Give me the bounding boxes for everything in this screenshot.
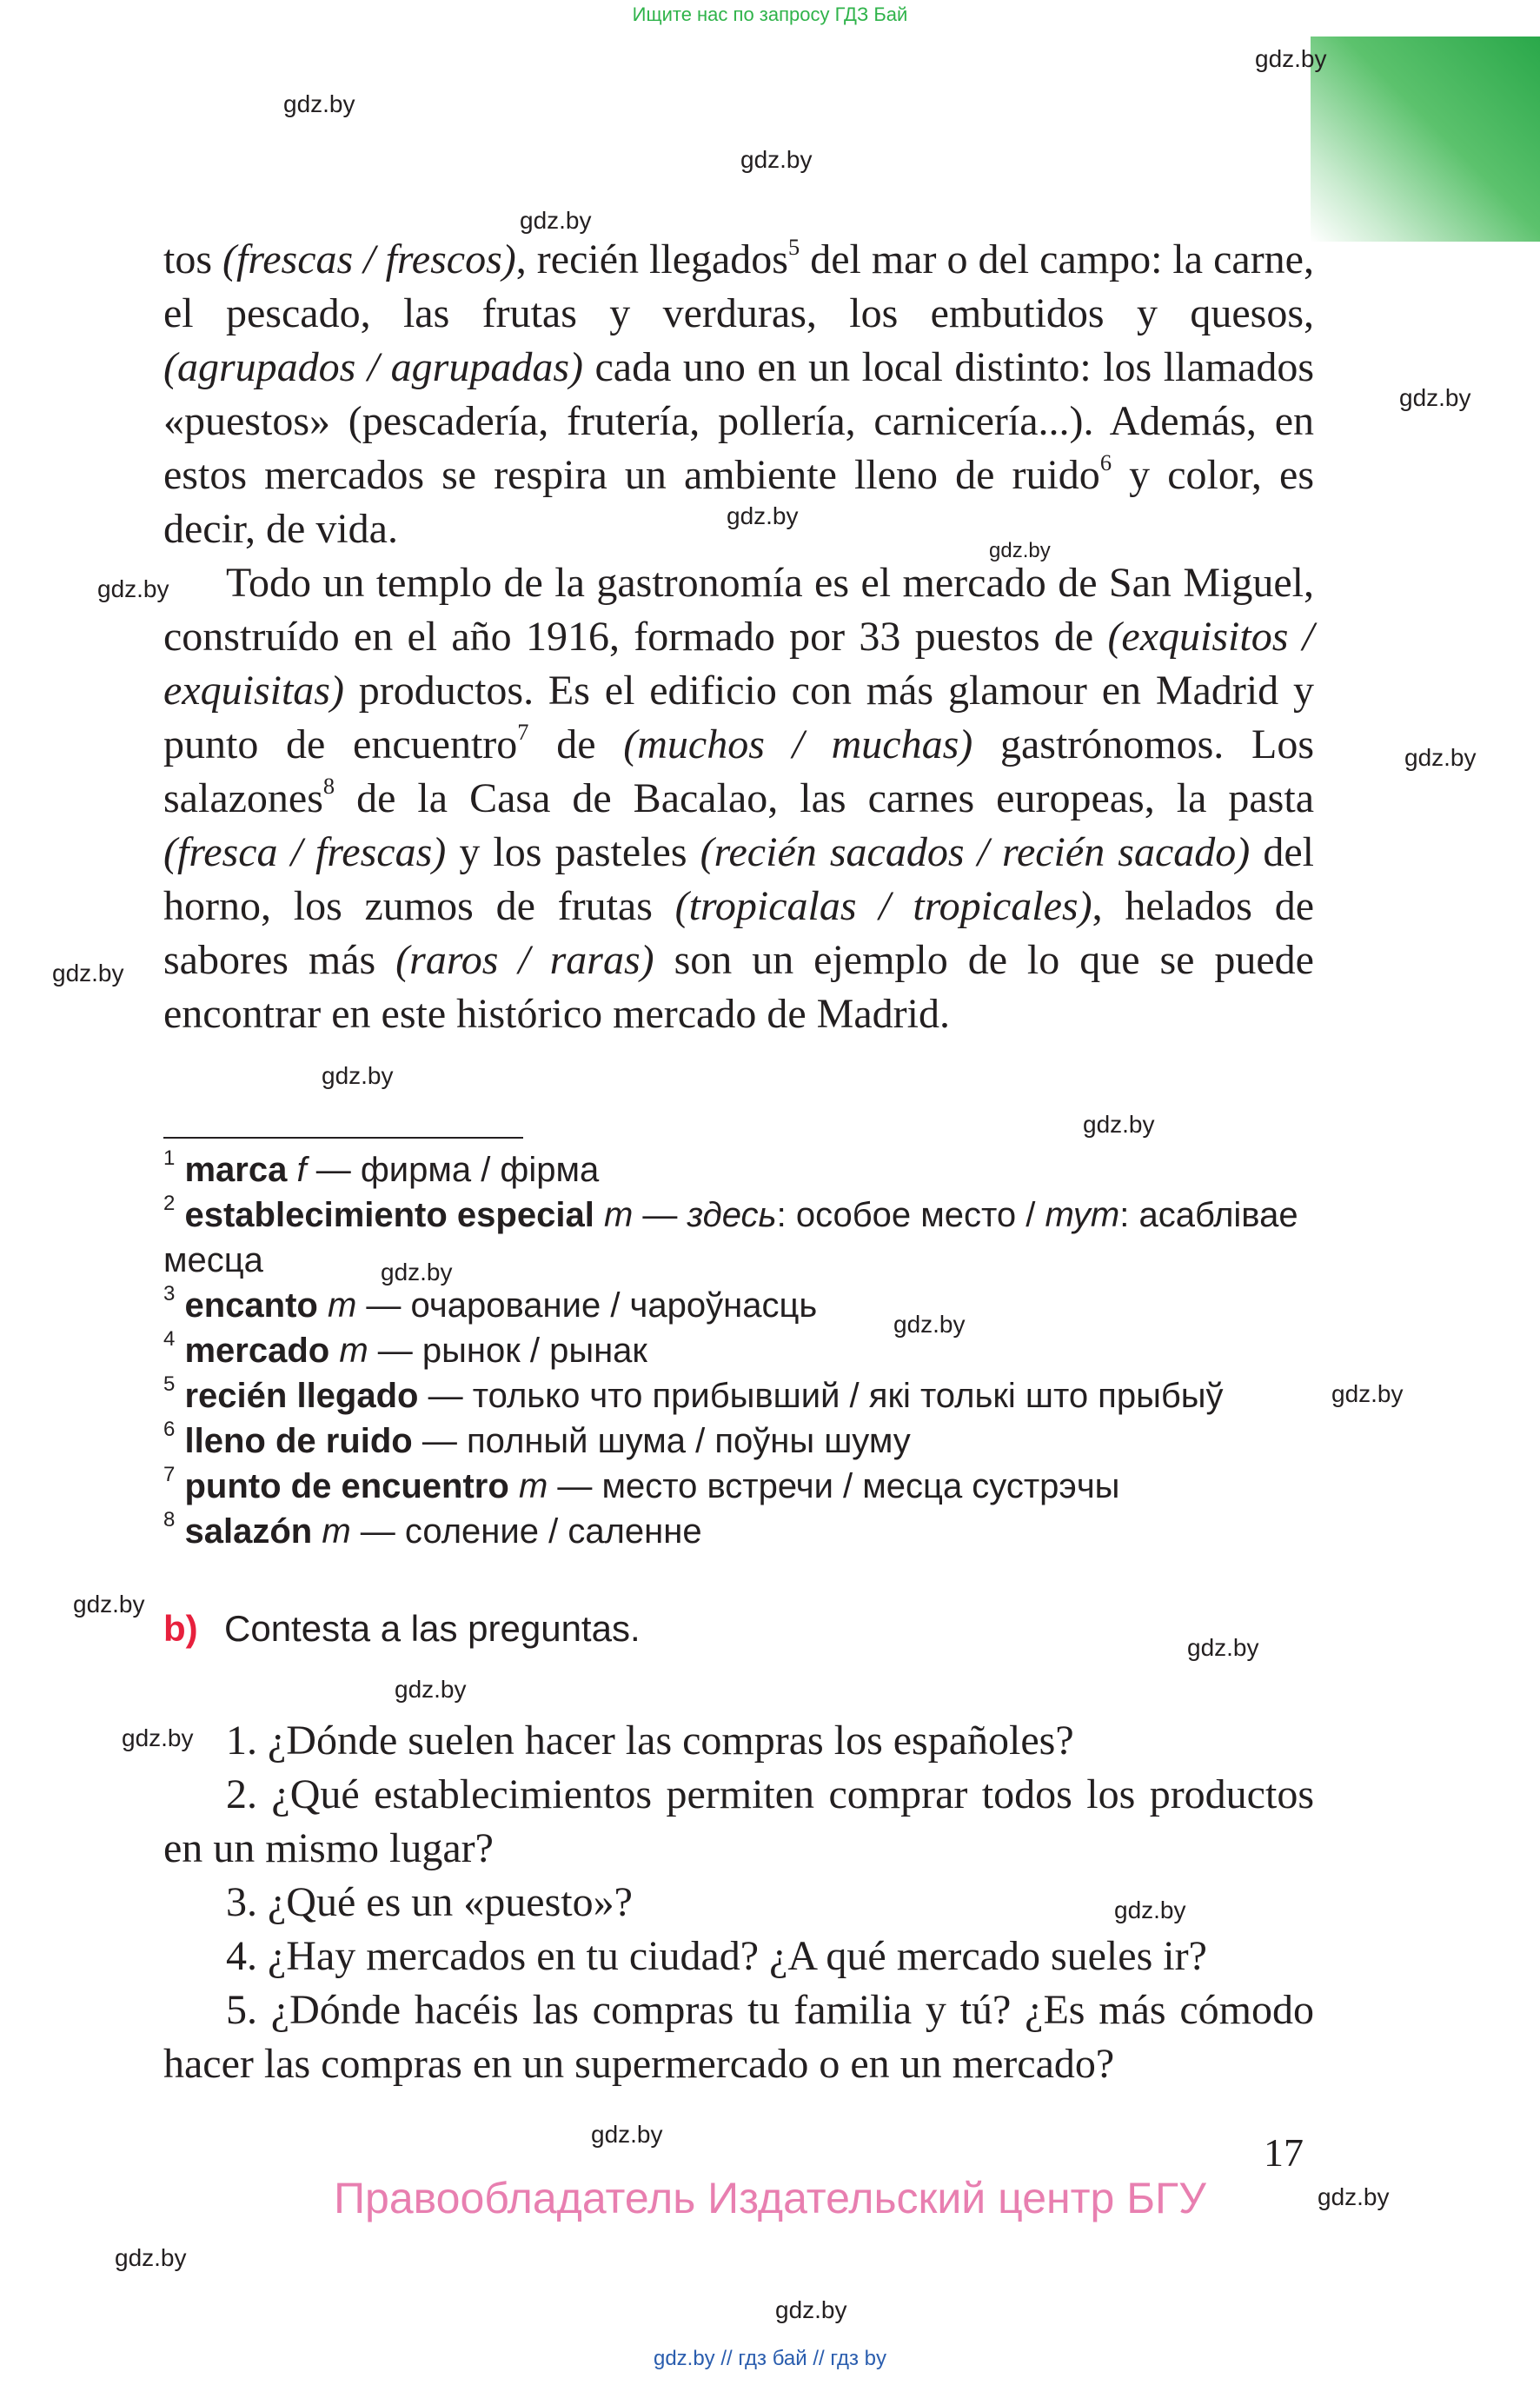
- watermark: gdz.by: [1404, 744, 1477, 771]
- watermark: gdz.by: [122, 1724, 194, 1751]
- watermark: gdz.by: [52, 960, 124, 987]
- task-instruction: Contesta a las preguntas.: [224, 1608, 641, 1649]
- watermark: gdz.by: [1083, 1111, 1155, 1138]
- watermark: gdz.by: [73, 1591, 145, 1618]
- watermark: gdz.by: [740, 146, 813, 173]
- top-banner[interactable]: Ищите нас по запросу ГДЗ Бай: [632, 3, 908, 25]
- footnote: $^7$ punto de encuentro m — место встречи / месца сустрэчы: [163, 1462, 1120, 1505]
- reading-text: [163, 233, 1314, 1041]
- watermark: gdz.by: [520, 207, 592, 234]
- page-number: 17: [1264, 2130, 1304, 2175]
- footnote: $^6$ lleno de ruido — полный шума / поўны шуму: [163, 1417, 911, 1460]
- question: 2. ¿Qué establecimientos permiten comprar todos los productos en un mismo lugar?: [163, 1771, 1314, 1871]
- watermark: gdz.by: [115, 2244, 187, 2271]
- green-corner-decoration: [1311, 37, 1540, 242]
- watermark: gdz.by: [775, 2296, 847, 2323]
- watermark: gdz.by: [1114, 1897, 1186, 1923]
- watermark: gdz.by: [1331, 1380, 1404, 1407]
- copyright-notice: Правообладатель Издательский центр БГУ: [334, 2174, 1206, 2222]
- footer-links[interactable]: gdz.by // гдз бай // гдз by: [653, 2347, 887, 2370]
- footnote: $^5$ recién llegado — только что прибывший / які толькі што прыбыў: [163, 1372, 1224, 1415]
- paragraph: Todo un templo de la gastronomía es el mercado de San Miguel, construído en el año 1916, formado por 33 puestos de (exquisitos / exquisitas) productos. Es el edificio con más glamour en Madrid y punto de encuentro$^7$ de (muchos / muchas) gastrónomos. Los salazones$^8$ de la Casa de Bacalao, las carnes europeas, la pasta (fresca / frescas) y los pasteles (recién sacados / recién sacado) del horno, los zumos de frutas (tropicalas / tropicales), helados de sabores más (raros / raras) son un ejemplo de lo que se puede encontrar en este histórico mercado de Madrid.: [163, 560, 1315, 1037]
- watermark: gdz.by: [1255, 45, 1327, 72]
- watermark: gdz.by: [381, 1259, 453, 1286]
- footnote: $^8$ salazón m — соление / саленне: [163, 1507, 702, 1551]
- footnote: $^3$ encanto m — очарование / чароўнасць: [163, 1281, 818, 1325]
- footnotes: [163, 1147, 1319, 1554]
- questions-list: [163, 1714, 1314, 2091]
- footnote: $^2$ establecimiento especial m — здесь: особое место / тут: асаблівае месца: [163, 1191, 1298, 1279]
- watermark: gdz.by: [1399, 384, 1471, 411]
- footnote-divider: [163, 1137, 523, 1139]
- watermark: gdz.by: [893, 1311, 966, 1338]
- task-letter: b): [163, 1608, 198, 1649]
- footnote: $^1$ marca f — фирма / фірма: [163, 1146, 600, 1189]
- watermark: gdz.by: [727, 502, 799, 529]
- watermark: gdz.by: [1318, 2183, 1390, 2210]
- footnote: $^4$ mercado m — рынок / рынак: [163, 1326, 647, 1370]
- watermark: gdz.by: [989, 539, 1051, 562]
- question: 4. ¿Hay mercados en tu ciudad? ¿A qué mercado sueles ir?: [226, 1933, 1207, 1979]
- watermark: gdz.by: [1187, 1634, 1259, 1661]
- paragraph: tos (frescas / frescos), recién llegados$^5$ del mar o del campo: la carne, el pescado, las frutas y verduras, los embutidos y quesos, (agrupados / agrupadas) cada uno en un local distinto: los llamados «puestos» (pescadería, frutería, pollería, carnicería...). Además, en estos mercados se respira un ambiente lleno de ruido$^6$ y color, es decir, de vida.: [163, 233, 1315, 552]
- watermark: gdz.by: [97, 575, 169, 602]
- watermark: gdz.by: [322, 1062, 394, 1089]
- question: 5. ¿Dónde hacéis las compras tu familia y tú? ¿Es más cómodo hacer las compras en un supermercado o en un mercado?: [163, 1987, 1314, 2087]
- question: 1. ¿Dónde suelen hacer las compras los españoles?: [226, 1717, 1074, 1764]
- watermark: gdz.by: [591, 2121, 663, 2148]
- question: 3. ¿Qué es un «puesto»?: [226, 1879, 633, 1925]
- watermark: gdz.by: [283, 90, 355, 117]
- watermark: gdz.by: [395, 1676, 467, 1703]
